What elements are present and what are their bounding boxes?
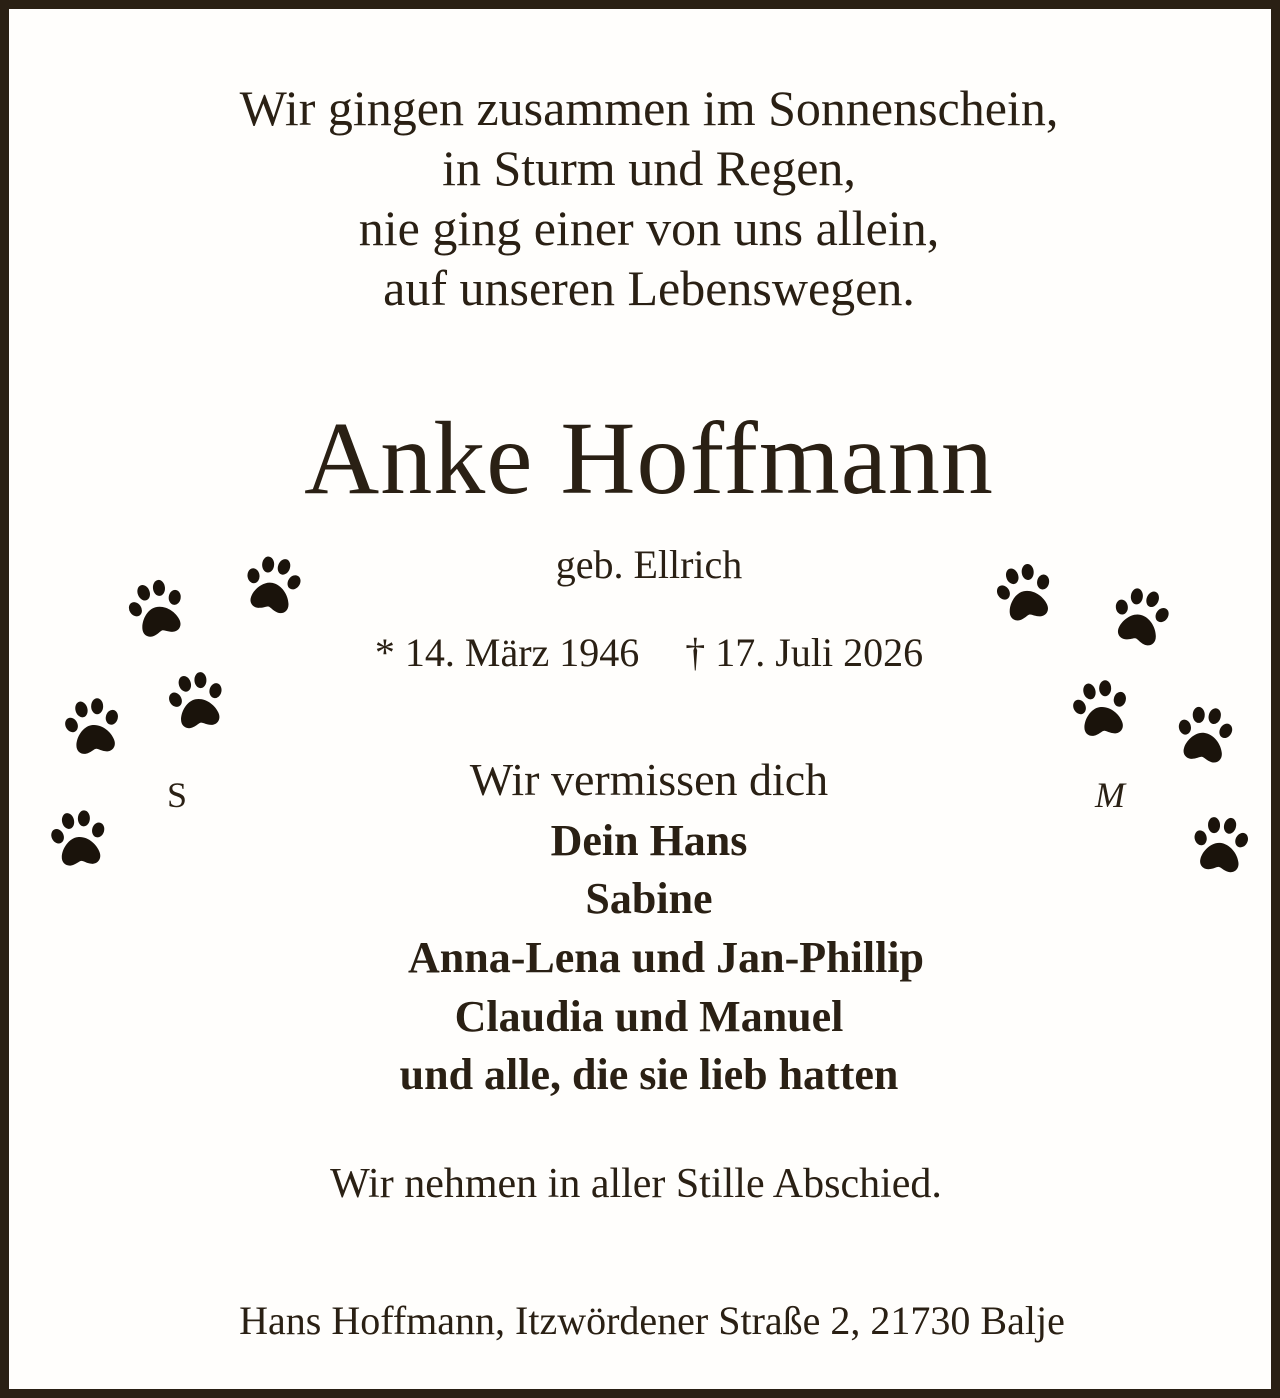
paw-print-icon (235, 547, 311, 623)
paw-print-icon (987, 555, 1063, 631)
death-date: † 17. Juli 2026 (685, 630, 924, 675)
paw-print-icon (44, 804, 114, 874)
deceased-name: Anke Hoffmann (304, 401, 994, 516)
initial-left: S (167, 775, 188, 815)
paw-print-icon (1186, 810, 1256, 880)
mourner-name: Claudia und Manuel (454, 992, 844, 1041)
poem-line-4: auf unseren Lebenswegen. (383, 260, 915, 316)
poem-line-2: in Sturm und Regen, (442, 140, 856, 196)
mourner-name: Dein Hans (550, 816, 748, 865)
mourner-name: Sabine (585, 874, 713, 923)
paw-print-icon (57, 691, 129, 763)
paw-print-icon (1065, 673, 1137, 745)
initial-right: M (1095, 775, 1125, 815)
mourners-intro: Wir vermissen dich (469, 754, 829, 805)
mourner-name: und alle, die sie lieb hatten (399, 1050, 899, 1099)
poem-line-1: Wir gingen zusammen im Sonnenschein, (239, 80, 1059, 136)
birth-date: * 14. März 1946 (374, 630, 640, 675)
mourner-name: Anna-Lena und Jan-Phillip (408, 933, 924, 982)
paw-print-icon (1169, 699, 1241, 771)
birth-name: geb. Ellrich (555, 542, 743, 587)
poem-line-3: nie ging einer von uns allein, (358, 200, 940, 256)
contact-address: Hans Hoffmann, Itzwördener Straße 2, 21730 Balje (239, 1298, 1065, 1343)
paw-print-icon (160, 664, 234, 738)
farewell-note: Wir nehmen in aller Stille Abschied. (330, 1161, 942, 1207)
